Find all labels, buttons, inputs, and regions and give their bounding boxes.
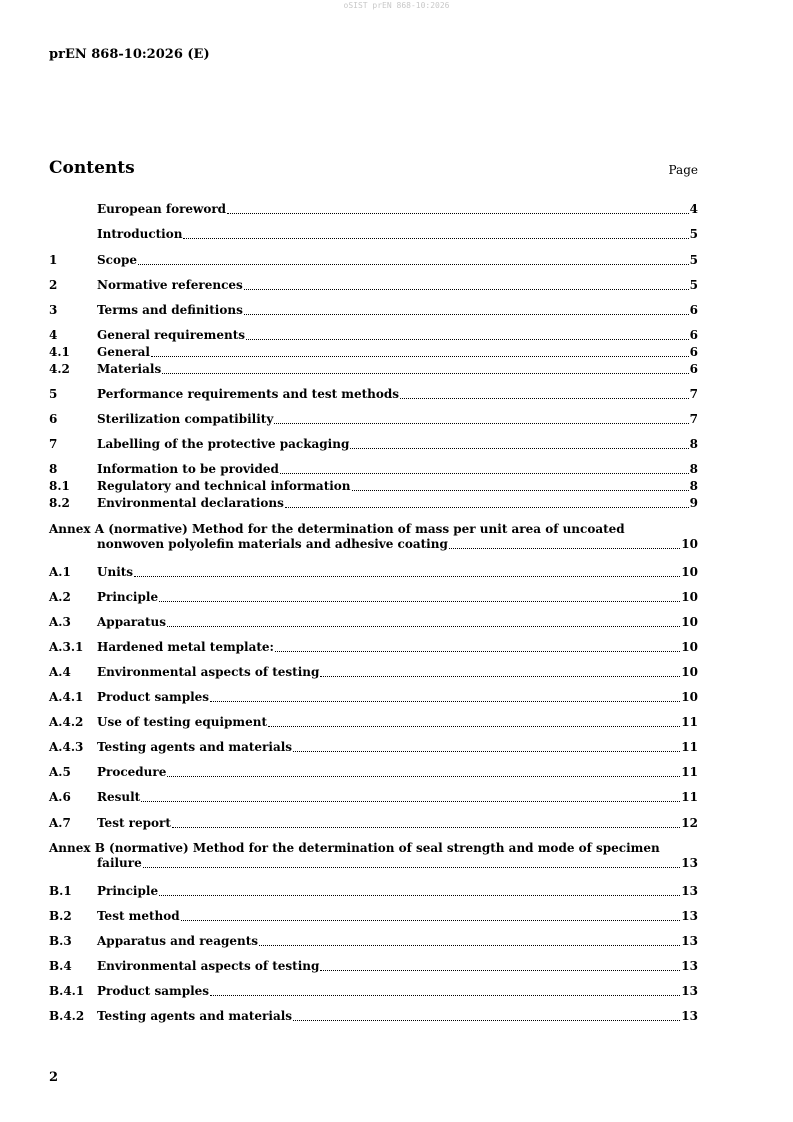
toc-entry-title: Labelling of the protective packaging: [97, 437, 350, 451]
toc-entry-number: B.4: [49, 959, 72, 973]
toc-entry-page: 8: [689, 479, 698, 493]
toc-dot-leader: [167, 775, 680, 777]
toc-dot-leader: [246, 338, 689, 340]
toc-dot-leader: [183, 237, 688, 239]
toc-entry[interactable]: [49, 909, 698, 924]
toc-entry-title: Use of testing equipment: [97, 715, 268, 729]
toc-entry-page: 13: [681, 959, 698, 973]
toc-entry-page: 10: [681, 690, 698, 704]
toc-entry-title: Regulatory and technical information: [97, 479, 351, 493]
toc-entry-number: A.4.2: [49, 715, 84, 729]
toc-entry-page: 11: [681, 740, 698, 754]
toc-dot-leader: [138, 263, 689, 265]
toc-entry[interactable]: [49, 841, 698, 871]
toc-entry[interactable]: [49, 565, 698, 580]
toc-entry[interactable]: [49, 362, 698, 377]
toc-entry-title: Principle: [97, 590, 159, 604]
toc-entry-page: 9: [689, 496, 698, 510]
toc-entry[interactable]: [49, 522, 698, 552]
toc-dot-leader: [350, 447, 688, 449]
toc-annex-title-line1: Annex B (normative) Method for the determination of seal strength and mode of specimen: [49, 841, 660, 855]
toc-entry[interactable]: [49, 615, 698, 630]
toc-dot-leader: [274, 422, 688, 424]
toc-dot-leader: [141, 800, 680, 802]
toc-entry-page: 13: [681, 909, 698, 923]
toc-entry[interactable]: [49, 437, 698, 452]
toc-dot-leader: [210, 994, 680, 996]
toc-entry-page: 7: [689, 387, 698, 401]
toc-entry-number: B.1: [49, 884, 72, 898]
toc-entry-number: 6: [49, 412, 58, 426]
toc-dot-leader: [227, 212, 689, 214]
toc-entry[interactable]: [49, 496, 698, 511]
toc-entry-number: 8.1: [49, 479, 70, 493]
toc-entry-title: Test method: [97, 909, 180, 923]
toc-entry-title: nonwoven polyolefin materials and adhesive coating: [97, 537, 448, 551]
toc-entry-title: Sterilization compatibility: [97, 412, 274, 426]
toc-entry-page: 6: [689, 328, 698, 342]
toc-entry-title: General requirements: [97, 328, 246, 342]
toc-entry-page: 10: [681, 590, 698, 604]
page-column-label: Page: [668, 163, 698, 177]
toc-dot-leader: [159, 600, 680, 602]
toc-entry-page: 13: [681, 856, 698, 870]
toc-entry[interactable]: [49, 345, 698, 360]
toc-entry-number: B.3: [49, 934, 72, 948]
toc-entry-page: 5: [689, 227, 698, 241]
toc-dot-leader: [162, 372, 688, 374]
toc-dot-leader: [151, 355, 689, 357]
toc-entry-title: Apparatus and reagents: [97, 934, 259, 948]
toc-entry-page: 5: [689, 253, 698, 267]
toc-entry[interactable]: [49, 412, 698, 427]
toc-entry-page: 6: [689, 303, 698, 317]
toc-entry-title: Information to be provided: [97, 462, 279, 476]
toc-dot-leader: [275, 650, 680, 652]
toc-entry-page: 13: [681, 1009, 698, 1023]
toc-dot-leader: [172, 826, 680, 828]
toc-entry-page: 12: [681, 816, 698, 830]
toc-dot-leader: [293, 1019, 680, 1021]
toc-entry-title: Performance requirements and test methods: [97, 387, 400, 401]
toc-entry[interactable]: [49, 227, 698, 242]
toc-entry-number: A.2: [49, 590, 71, 604]
toc-entry-title: Normative references: [97, 278, 243, 292]
contents-heading: Contents: [49, 158, 135, 178]
toc-entry-number: 5: [49, 387, 58, 401]
toc-entry-page: 13: [681, 984, 698, 998]
toc-entry[interactable]: [49, 984, 698, 999]
toc-dot-leader: [159, 894, 680, 896]
toc-entry[interactable]: [49, 790, 698, 805]
toc-entry-number: B.4.1: [49, 984, 85, 998]
toc-entry[interactable]: [49, 665, 698, 680]
toc-entry-title: Result: [97, 790, 141, 804]
toc-annex-title-line1: Annex A (normative) Method for the determination of mass per unit area of uncoated: [49, 522, 625, 536]
toc-entry-number: 2: [49, 278, 58, 292]
toc-entry-title: Environmental declarations: [97, 496, 284, 510]
footer-page-number: 2: [49, 1070, 59, 1085]
toc-entry-number: A.1: [49, 565, 71, 579]
toc-entry-page: 5: [689, 278, 698, 292]
toc-entry-title: Testing agents and materials: [97, 740, 293, 754]
toc-entry[interactable]: [49, 1009, 698, 1024]
toc-dot-leader: [244, 313, 689, 315]
toc-entry-title: Hardened metal template:: [97, 640, 274, 654]
toc-entry-title: Apparatus: [97, 615, 166, 629]
toc-entry-title: Procedure: [97, 765, 167, 779]
toc-entry-page: 8: [689, 437, 698, 451]
toc-entry[interactable]: [49, 640, 698, 655]
toc-entry-title: Introduction: [97, 227, 183, 241]
toc-dot-leader: [449, 547, 680, 549]
toc-dot-leader: [210, 700, 680, 702]
toc-entry-title: Test report: [97, 816, 171, 830]
toc-entry-title: General: [97, 345, 150, 359]
toc-entry[interactable]: [49, 959, 698, 974]
toc-entry-page: 10: [681, 565, 698, 579]
toc-dot-leader: [143, 866, 681, 868]
toc-entry-title: Environmental aspects of testing: [97, 665, 320, 679]
toc-entry[interactable]: [49, 202, 698, 217]
toc-entry-page: 11: [681, 715, 698, 729]
toc-dot-leader: [400, 397, 689, 399]
toc-entry-number: B.2: [49, 909, 72, 923]
toc-entry[interactable]: [49, 303, 698, 318]
toc-entry-number: B.4.2: [49, 1009, 85, 1023]
toc-entry-number: 8: [49, 462, 58, 476]
toc-entry-number: A.4: [49, 665, 71, 679]
toc-entry-number: 1: [49, 253, 58, 267]
toc-entry[interactable]: [49, 740, 698, 755]
toc-entry[interactable]: [49, 690, 698, 705]
toc-dot-leader: [320, 969, 680, 971]
toc-entry[interactable]: [49, 328, 698, 343]
toc-entry-page: 13: [681, 934, 698, 948]
toc-entry-title: Product samples: [97, 984, 210, 998]
toc-entry[interactable]: [49, 387, 698, 402]
toc-entry-page: 11: [681, 790, 698, 804]
toc-entry-number: 8.2: [49, 496, 70, 510]
toc-entry-number: A.3.1: [49, 640, 84, 654]
toc-entry-page: 11: [681, 765, 698, 779]
toc-entry-number: A.5: [49, 765, 71, 779]
toc-entry-page: 10: [681, 665, 698, 679]
toc-entry-number: 3: [49, 303, 58, 317]
watermark: oSIST prEN 868-10:2026: [343, 1, 450, 10]
toc-entry-number: 7: [49, 437, 58, 451]
toc-entry[interactable]: [49, 816, 698, 831]
toc-dot-leader: [181, 919, 681, 921]
toc-entry-title: Principle: [97, 884, 159, 898]
toc-entry-number: A.7: [49, 816, 71, 830]
toc-entry-number: 4.2: [49, 362, 70, 376]
toc-entry-page: 4: [689, 202, 698, 216]
toc-dot-leader: [167, 625, 680, 627]
toc-entry-title: Testing agents and materials: [97, 1009, 293, 1023]
toc-entry-number: 4.1: [49, 345, 70, 359]
toc-dot-leader: [285, 506, 689, 508]
toc-entry-page: 6: [689, 362, 698, 376]
toc-entry-page: 13: [681, 884, 698, 898]
toc-entry[interactable]: [49, 462, 698, 477]
toc-entry-number: A.3: [49, 615, 71, 629]
toc-entry-page: 10: [681, 615, 698, 629]
toc-dot-leader: [259, 944, 680, 946]
toc-dot-leader: [352, 489, 689, 491]
toc-entry[interactable]: [49, 765, 698, 780]
toc-entry-page: 8: [689, 462, 698, 476]
toc-dot-leader: [280, 472, 689, 474]
document-id: prEN 868-10:2026 (E): [49, 47, 210, 62]
toc-entry[interactable]: [49, 479, 698, 494]
toc-dot-leader: [293, 750, 680, 752]
toc-entry-page: 10: [681, 640, 698, 654]
toc-entry-title: Environmental aspects of testing: [97, 959, 320, 973]
toc-entry[interactable]: [49, 715, 698, 730]
toc-entry-page: 10: [681, 537, 698, 551]
toc-entry-page: 6: [689, 345, 698, 359]
toc-dot-leader: [244, 288, 689, 290]
toc-dot-leader: [320, 675, 680, 677]
toc-entry-title: Units: [97, 565, 134, 579]
toc-entry[interactable]: [49, 278, 698, 293]
toc-entry[interactable]: [49, 590, 698, 605]
toc-entry[interactable]: [49, 884, 698, 899]
toc-entry-page: 7: [689, 412, 698, 426]
toc-dot-leader: [134, 575, 680, 577]
toc-entry[interactable]: [49, 253, 698, 268]
toc-entry-title: failure: [97, 856, 142, 870]
toc-entry[interactable]: [49, 934, 698, 949]
toc-entry-number: A.6: [49, 790, 71, 804]
toc-entry-number: A.4.1: [49, 690, 84, 704]
toc-entry-title: Product samples: [97, 690, 210, 704]
toc-entry-title: Materials: [97, 362, 162, 376]
toc-entry-number: A.4.3: [49, 740, 84, 754]
toc-entry-title: Terms and definitions: [97, 303, 243, 317]
toc-entry-title: European foreword: [97, 202, 227, 216]
toc-entry-number: 4: [49, 328, 58, 342]
toc-entry-title: Scope: [97, 253, 138, 267]
toc-dot-leader: [268, 725, 680, 727]
